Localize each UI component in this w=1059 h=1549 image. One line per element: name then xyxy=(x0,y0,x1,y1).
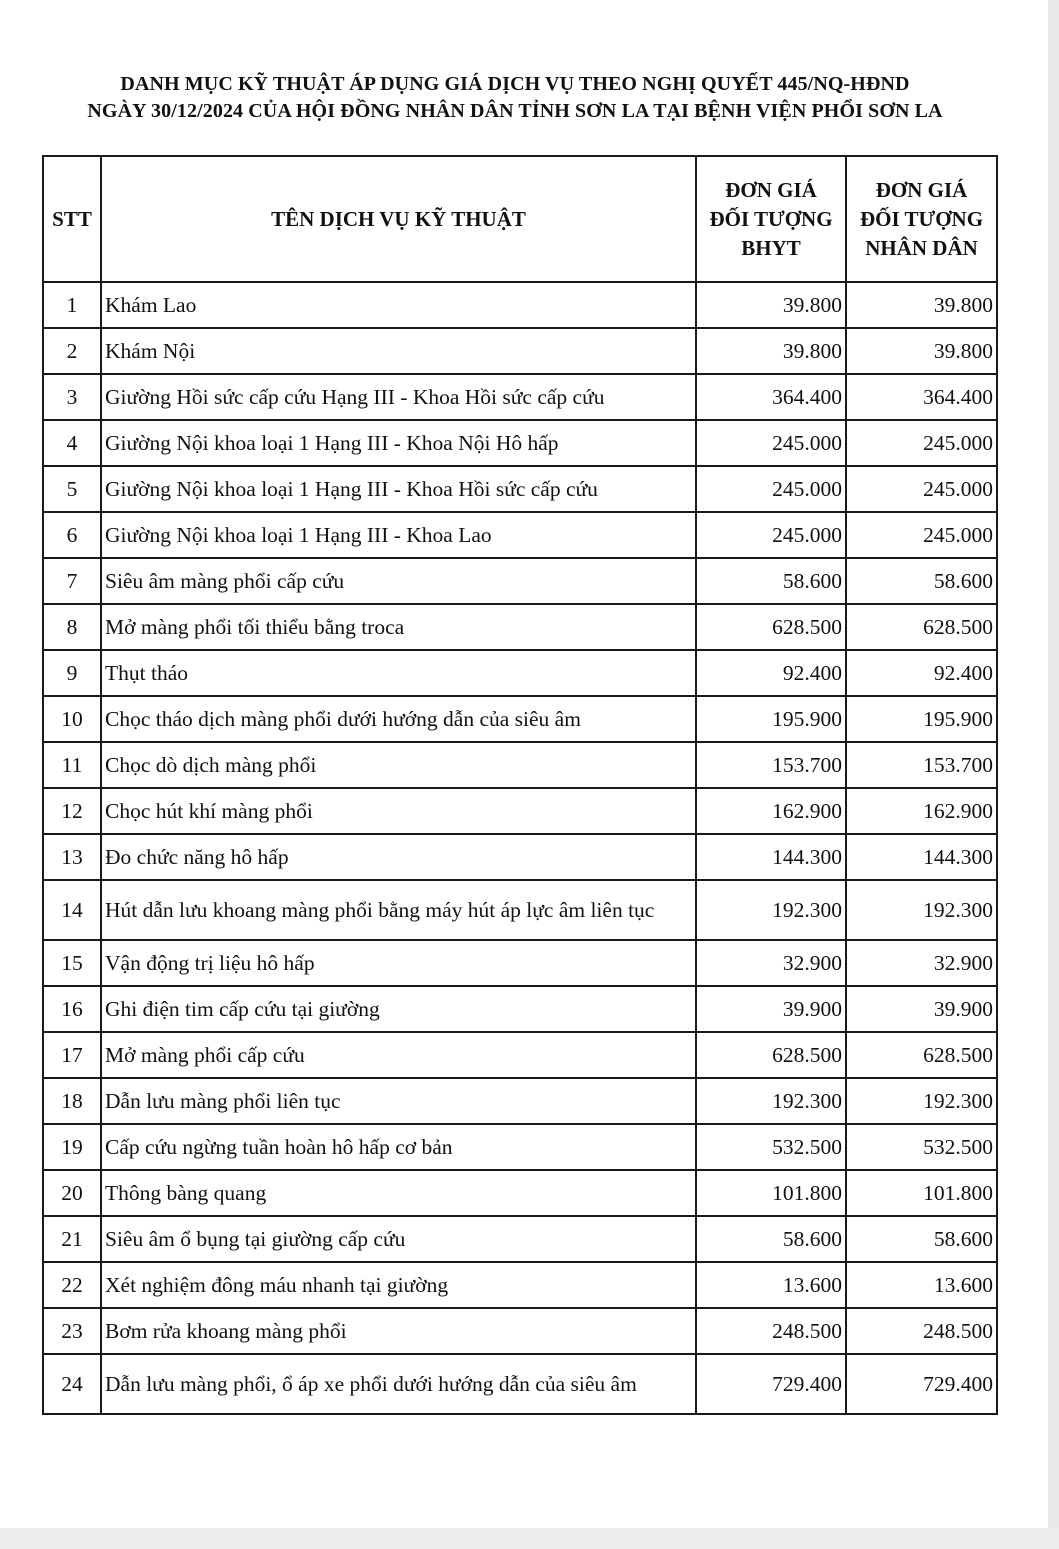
row-price-nhan-dan: 192.300 xyxy=(846,880,997,940)
row-price-nhan-dan: 32.900 xyxy=(846,940,997,986)
table-row xyxy=(43,1170,997,1216)
header-price-nhan-dan-line-3: NHÂN DÂN xyxy=(865,235,978,260)
row-price-nhan-dan: 364.400 xyxy=(846,374,997,420)
row-stt: 13 xyxy=(43,834,101,880)
table-row xyxy=(43,604,997,650)
table-row xyxy=(43,1262,997,1308)
row-service-name: Khám Nội xyxy=(101,328,696,374)
row-stt: 9 xyxy=(43,650,101,696)
row-price-nhan-dan: 162.900 xyxy=(846,788,997,834)
row-price-bhyt: 162.900 xyxy=(696,788,846,834)
row-price-nhan-dan: 101.800 xyxy=(846,1170,997,1216)
row-price-nhan-dan: 58.600 xyxy=(846,558,997,604)
row-price-nhan-dan: 92.400 xyxy=(846,650,997,696)
row-service-name: Thông bàng quang xyxy=(101,1170,696,1216)
row-service-name: Ghi điện tim cấp cứu tại giường xyxy=(101,986,696,1032)
row-service-name: Bơm rửa khoang màng phổi xyxy=(101,1308,696,1354)
table-row xyxy=(43,1032,997,1078)
row-price-nhan-dan: 39.800 xyxy=(846,282,997,328)
row-price-bhyt: 32.900 xyxy=(696,940,846,986)
page-edge-bottom xyxy=(0,1528,1059,1549)
row-price-nhan-dan: 532.500 xyxy=(846,1124,997,1170)
table-row xyxy=(43,328,997,374)
table-row xyxy=(43,986,997,1032)
row-price-bhyt: 39.800 xyxy=(696,328,846,374)
row-stt: 17 xyxy=(43,1032,101,1078)
row-service-name: Xét nghiệm đông máu nhanh tại giường xyxy=(101,1262,696,1308)
row-service-name: Thụt tháo xyxy=(101,650,696,696)
table-row xyxy=(43,1354,997,1414)
row-stt: 2 xyxy=(43,328,101,374)
row-stt: 20 xyxy=(43,1170,101,1216)
header-price-nhan-dan-line-1: ĐƠN GIÁ xyxy=(875,177,968,202)
row-price-nhan-dan: 153.700 xyxy=(846,742,997,788)
row-service-name: Giường Nội khoa loại 1 Hạng III - Khoa Lao xyxy=(101,512,696,558)
table-row xyxy=(43,880,997,940)
row-service-name: Giường Nội khoa loại 1 Hạng III - Khoa Hồi sức cấp cứu xyxy=(101,466,696,512)
row-price-nhan-dan: 39.800 xyxy=(846,328,997,374)
row-price-bhyt: 729.400 xyxy=(696,1354,846,1414)
row-price-nhan-dan: 58.600 xyxy=(846,1216,997,1262)
row-price-bhyt: 92.400 xyxy=(696,650,846,696)
row-price-bhyt: 245.000 xyxy=(696,512,846,558)
row-service-name: Mở màng phổi cấp cứu xyxy=(101,1032,696,1078)
row-stt: 7 xyxy=(43,558,101,604)
row-price-bhyt: 364.400 xyxy=(696,374,846,420)
row-price-bhyt: 245.000 xyxy=(696,466,846,512)
row-stt: 11 xyxy=(43,742,101,788)
row-price-bhyt: 101.800 xyxy=(696,1170,846,1216)
row-price-bhyt: 39.800 xyxy=(696,282,846,328)
header-price-bhyt-line-1: ĐƠN GIÁ xyxy=(725,177,817,202)
header-price-bhyt xyxy=(696,156,846,282)
row-stt: 23 xyxy=(43,1308,101,1354)
row-price-bhyt: 192.300 xyxy=(696,880,846,940)
row-price-bhyt: 628.500 xyxy=(696,604,846,650)
table-row xyxy=(43,282,997,328)
row-service-name: Hút dẫn lưu khoang màng phổi bằng máy hút áp lực âm liên tục xyxy=(101,880,696,940)
row-stt: 10 xyxy=(43,696,101,742)
row-stt: 14 xyxy=(43,880,101,940)
table-row xyxy=(43,512,997,558)
row-service-name: Khám Lao xyxy=(101,282,696,328)
table-body xyxy=(43,282,997,1414)
table-row xyxy=(43,420,997,466)
row-price-bhyt: 248.500 xyxy=(696,1308,846,1354)
row-price-nhan-dan: 144.300 xyxy=(846,834,997,880)
row-price-nhan-dan: 628.500 xyxy=(846,604,997,650)
header-price-bhyt-line-2: ĐỐI TƯỢNG xyxy=(709,206,833,231)
row-service-name: Chọc dò dịch màng phổi xyxy=(101,742,696,788)
table-row xyxy=(43,1216,997,1262)
header-service-name: TÊN DỊCH VỤ KỸ THUẬT xyxy=(101,156,696,282)
row-stt: 16 xyxy=(43,986,101,1032)
row-service-name: Mở màng phổi tối thiểu bằng troca xyxy=(101,604,696,650)
row-service-name: Chọc tháo dịch màng phổi dưới hướng dẫn của siêu âm xyxy=(101,696,696,742)
header-price-nhan-dan-line-2: ĐỐI TƯỢNG xyxy=(859,206,984,231)
row-price-nhan-dan: 245.000 xyxy=(846,512,997,558)
row-service-name: Siêu âm ổ bụng tại giường cấp cứu xyxy=(101,1216,696,1262)
page-edge-right xyxy=(1048,0,1059,1549)
row-price-bhyt: 245.000 xyxy=(696,420,846,466)
row-price-nhan-dan: 192.300 xyxy=(846,1078,997,1124)
row-stt: 12 xyxy=(43,788,101,834)
table-row xyxy=(43,696,997,742)
row-price-bhyt: 39.900 xyxy=(696,986,846,1032)
document-title-line-2: NGÀY 30/12/2024 CỦA HỘI ĐỒNG NHÂN DÂN TỈNH SƠN LA TẠI BỆNH VIỆN PHỔI SƠN LA xyxy=(87,100,943,122)
row-price-bhyt: 144.300 xyxy=(696,834,846,880)
row-price-nhan-dan: 13.600 xyxy=(846,1262,997,1308)
service-price-table xyxy=(42,155,998,1415)
row-service-name: Chọc hút khí màng phổi xyxy=(101,788,696,834)
row-stt: 18 xyxy=(43,1078,101,1124)
header-price-nhan-dan xyxy=(846,156,997,282)
row-stt: 8 xyxy=(43,604,101,650)
row-price-nhan-dan: 195.900 xyxy=(846,696,997,742)
row-stt: 24 xyxy=(43,1354,101,1414)
row-price-bhyt: 192.300 xyxy=(696,1078,846,1124)
row-price-nhan-dan: 248.500 xyxy=(846,1308,997,1354)
row-stt: 15 xyxy=(43,940,101,986)
row-stt: 22 xyxy=(43,1262,101,1308)
table-row xyxy=(43,374,997,420)
row-service-name: Đo chức năng hô hấp xyxy=(101,834,696,880)
row-price-nhan-dan: 729.400 xyxy=(846,1354,997,1414)
table-row xyxy=(43,558,997,604)
table-row xyxy=(43,940,997,986)
row-price-bhyt: 532.500 xyxy=(696,1124,846,1170)
row-stt: 3 xyxy=(43,374,101,420)
table-row xyxy=(43,1308,997,1354)
row-stt: 1 xyxy=(43,282,101,328)
row-stt: 6 xyxy=(43,512,101,558)
row-service-name: Dẫn lưu màng phổi, ổ áp xe phổi dưới hướng dẫn của siêu âm xyxy=(101,1354,696,1414)
header-stt: STT xyxy=(43,156,101,282)
table-row xyxy=(43,742,997,788)
row-price-bhyt: 58.600 xyxy=(696,558,846,604)
row-price-nhan-dan: 628.500 xyxy=(846,1032,997,1078)
row-price-bhyt: 58.600 xyxy=(696,1216,846,1262)
header-price-bhyt-line-3: BHYT xyxy=(741,235,801,260)
document-title-line-1: DANH MỤC KỸ THUẬT ÁP DỤNG GIÁ DỊCH VỤ THEO NGHỊ QUYẾT 445/NQ-HĐND xyxy=(120,73,910,95)
row-service-name: Giường Hồi sức cấp cứu Hạng III - Khoa Hồi sức cấp cứu xyxy=(101,374,696,420)
row-stt: 19 xyxy=(43,1124,101,1170)
table-header-row xyxy=(43,156,997,282)
table-row xyxy=(43,466,997,512)
row-price-nhan-dan: 39.900 xyxy=(846,986,997,1032)
row-service-name: Cấp cứu ngừng tuần hoàn hô hấp cơ bản xyxy=(101,1124,696,1170)
row-stt: 4 xyxy=(43,420,101,466)
table-row xyxy=(43,834,997,880)
row-service-name: Siêu âm màng phổi cấp cứu xyxy=(101,558,696,604)
row-stt: 5 xyxy=(43,466,101,512)
row-service-name: Vận động trị liệu hô hấp xyxy=(101,940,696,986)
table-row xyxy=(43,1124,997,1170)
row-service-name: Giường Nội khoa loại 1 Hạng III - Khoa Nội Hô hấp xyxy=(101,420,696,466)
row-price-nhan-dan: 245.000 xyxy=(846,420,997,466)
row-price-bhyt: 153.700 xyxy=(696,742,846,788)
table-row xyxy=(43,1078,997,1124)
row-service-name: Dẫn lưu màng phổi liên tục xyxy=(101,1078,696,1124)
row-price-bhyt: 13.600 xyxy=(696,1262,846,1308)
row-price-bhyt: 195.900 xyxy=(696,696,846,742)
row-price-nhan-dan: 245.000 xyxy=(846,466,997,512)
row-price-bhyt: 628.500 xyxy=(696,1032,846,1078)
row-stt: 21 xyxy=(43,1216,101,1262)
table-row xyxy=(43,650,997,696)
table-row xyxy=(43,788,997,834)
